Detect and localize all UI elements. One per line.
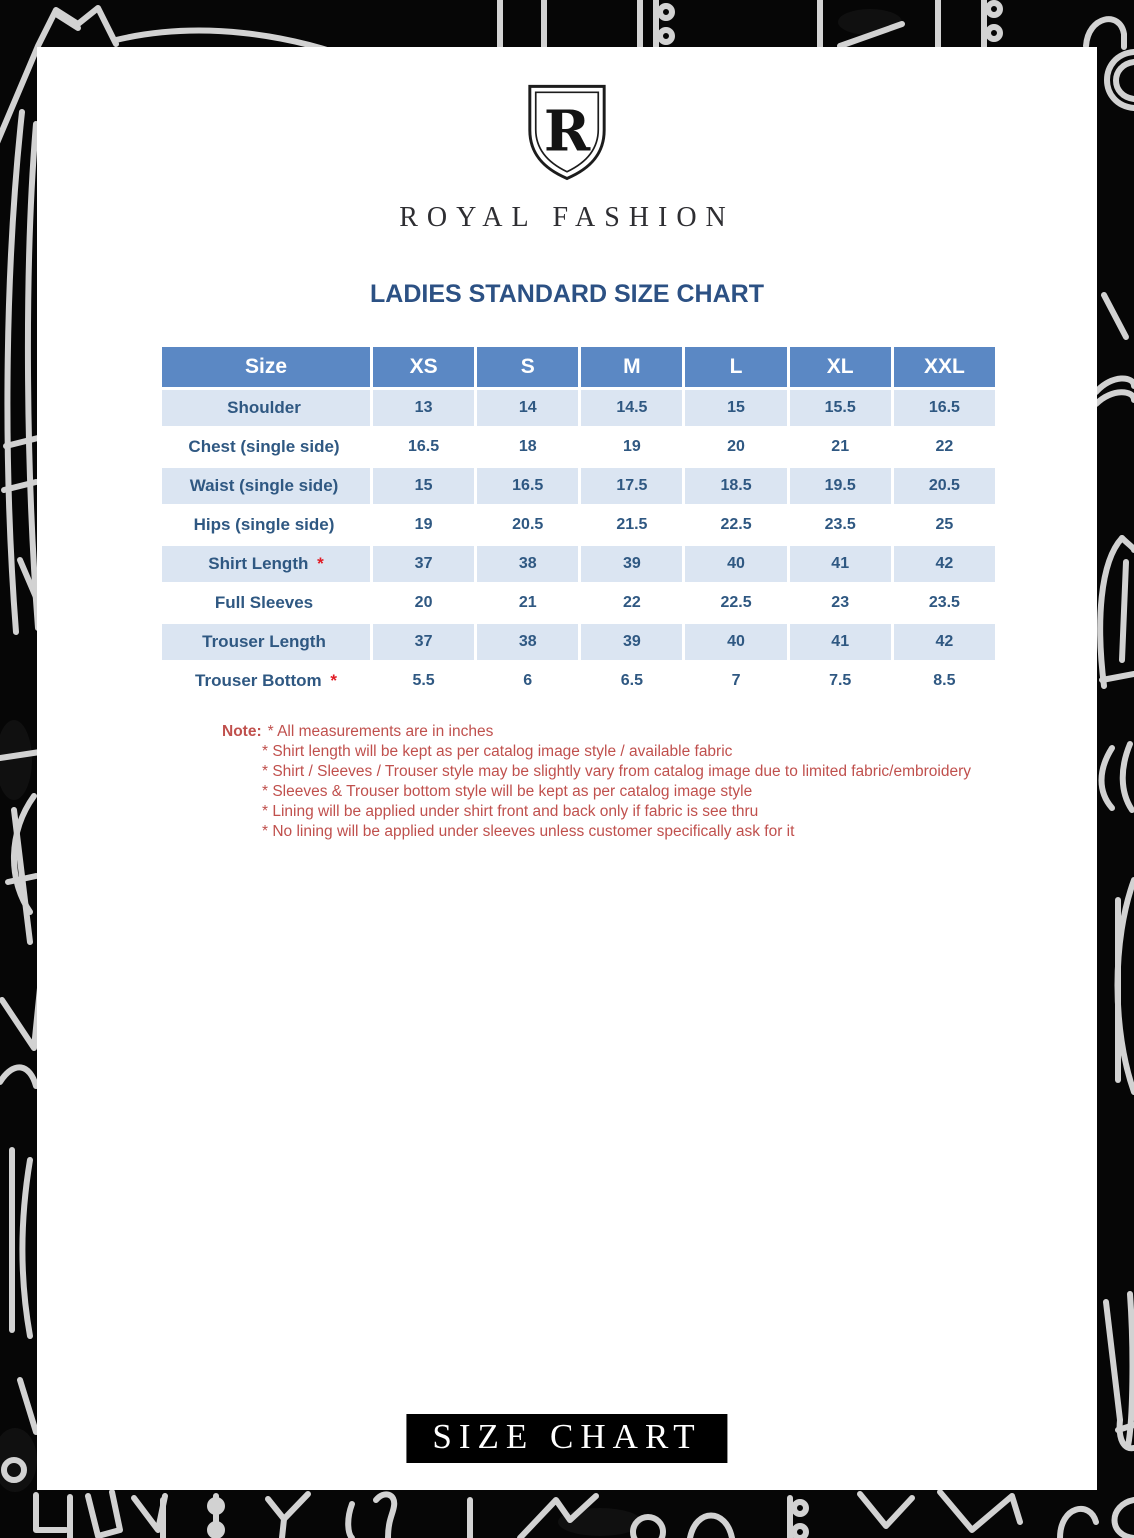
cell-value: 14.5 (581, 390, 682, 426)
cell-value: 22 (581, 585, 682, 621)
table-row (162, 663, 995, 699)
col-header-size: Size (162, 347, 370, 387)
cell-value: 38 (477, 546, 578, 582)
row-label (162, 429, 370, 465)
cell-value: 17.5 (581, 468, 682, 504)
cell-value: 13 (373, 390, 474, 426)
note-line (222, 802, 971, 822)
cell-value: 16.5 (373, 429, 474, 465)
note-line (222, 782, 971, 802)
cell-value: 7.5 (790, 663, 891, 699)
page-title: LADIES STANDARD SIZE CHART (370, 280, 764, 308)
row-label-text: Full Sleeves (214, 593, 314, 612)
cell-value: 37 (373, 546, 474, 582)
cell-value: 41 (790, 546, 891, 582)
row-label-text: Shirt Length (208, 554, 309, 573)
note-item: * Shirt / Sleeves / Trouser style may be slightly vary from catalog image due to limited fabric/embroidery (262, 763, 971, 780)
asterisk: * (325, 671, 337, 690)
row-label-text: Waist (single side) (189, 476, 339, 495)
cell-value: 5.5 (373, 663, 474, 699)
cell-value: 20 (685, 429, 786, 465)
table-row (162, 468, 995, 504)
row-label (162, 624, 370, 660)
cell-value: 39 (581, 546, 682, 582)
table-row (162, 624, 995, 660)
size-table (159, 344, 998, 702)
cell-value: 23 (790, 585, 891, 621)
row-label-text: Trouser Length (202, 632, 326, 651)
row-label-text: Chest (single side) (188, 437, 340, 456)
cell-value: 23.5 (894, 585, 995, 621)
cell-value: 41 (790, 624, 891, 660)
cell-value: 42 (894, 624, 995, 660)
cell-value: 42 (894, 546, 995, 582)
cell-value: 15.5 (790, 390, 891, 426)
row-label-text: Shoulder (227, 398, 301, 417)
table-row (162, 585, 995, 621)
col-header-m: M (581, 347, 682, 387)
note-label: Note: (222, 723, 262, 740)
cell-value: 16.5 (477, 468, 578, 504)
cell-value: 7 (685, 663, 786, 699)
cell-value: 20 (373, 585, 474, 621)
cell-value: 23.5 (790, 507, 891, 543)
cell-value: 19 (373, 507, 474, 543)
asterisk: * (312, 554, 324, 573)
cell-value: 8.5 (894, 663, 995, 699)
cell-value: 21 (477, 585, 578, 621)
cell-value: 40 (685, 624, 786, 660)
cell-value: 6.5 (581, 663, 682, 699)
cell-value: 14 (477, 390, 578, 426)
note-item: * Sleeves & Trouser bottom style will be kept as per catalog image style (262, 783, 753, 800)
cell-value: 22 (894, 429, 995, 465)
table-row (162, 390, 995, 426)
note-item: * Shirt length will be kept as per catalog image style / available fabric (262, 743, 733, 760)
row-label-text: Hips (single side) (193, 515, 335, 534)
note-item: * All measurements are in inches (267, 723, 494, 740)
brand-shield-icon (523, 83, 611, 181)
brand-monogram: R (543, 99, 591, 165)
cell-value: 25 (894, 507, 995, 543)
banner-text: SIZE CHART (432, 1417, 702, 1456)
note-line (222, 742, 971, 762)
cell-value: 19.5 (790, 468, 891, 504)
col-header-xs: XS (373, 347, 474, 387)
row-label (162, 468, 370, 504)
col-header-xxl: XXL (894, 347, 995, 387)
cell-value: 21.5 (581, 507, 682, 543)
cell-value: 20.5 (477, 507, 578, 543)
cell-value: 39 (581, 624, 682, 660)
cell-value: 22.5 (685, 585, 786, 621)
cell-value: 18.5 (685, 468, 786, 504)
table-row (162, 507, 995, 543)
row-label-text: Trouser Bottom (195, 671, 322, 690)
note-line (222, 762, 971, 782)
note-line (222, 722, 971, 742)
col-header-xl: XL (790, 347, 891, 387)
cell-value: 15 (373, 468, 474, 504)
cell-value: 15 (685, 390, 786, 426)
col-header-s: S (477, 347, 578, 387)
cell-value: 40 (685, 546, 786, 582)
cell-value: 6 (477, 663, 578, 699)
row-label (162, 507, 370, 543)
table-row (162, 546, 995, 582)
cell-value: 21 (790, 429, 891, 465)
row-label (162, 390, 370, 426)
cell-value: 38 (477, 624, 578, 660)
notes-section (222, 722, 971, 842)
cell-value: 16.5 (894, 390, 995, 426)
note-item: * No lining will be applied under sleeves unless customer specifically ask for it (262, 823, 795, 840)
cell-value: 20.5 (894, 468, 995, 504)
col-header-l: L (685, 347, 786, 387)
note-line (222, 822, 971, 842)
brand-name: ROYAL FASHION (399, 202, 735, 233)
document-page (37, 47, 1097, 1490)
row-label (162, 663, 370, 699)
table-header-row (162, 347, 995, 387)
table-row (162, 429, 995, 465)
cell-value: 18 (477, 429, 578, 465)
row-label (162, 585, 370, 621)
cell-value: 37 (373, 624, 474, 660)
brand-logo (37, 83, 1097, 234)
size-chart-banner (406, 1414, 727, 1463)
row-label (162, 546, 370, 582)
cell-value: 19 (581, 429, 682, 465)
cell-value: 22.5 (685, 507, 786, 543)
note-item: * Lining will be applied under shirt front and back only if fabric is see thru (262, 803, 759, 820)
